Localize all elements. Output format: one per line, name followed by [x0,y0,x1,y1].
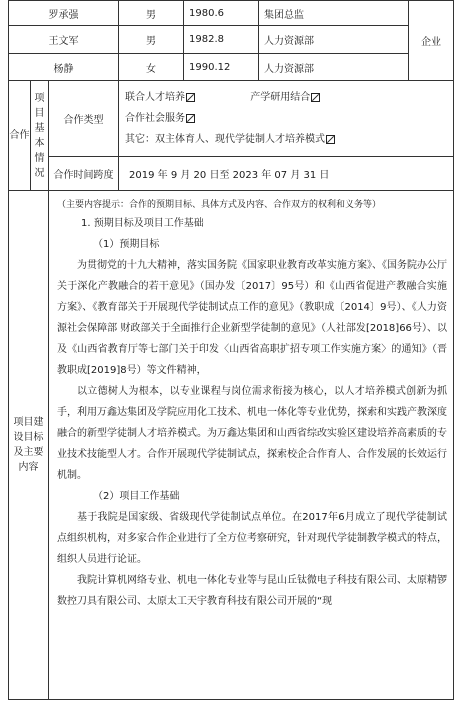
goals-content [49,191,454,700]
staff-gender: 女 [119,54,184,81]
staff-birth: 1990.12 [184,54,259,81]
subheading-work-basis: （2）项目工作基础 [93,491,180,502]
staff-row [9,54,454,81]
staff-position: 集团总监 [259,1,409,26]
staff-birth: 1980.6 [184,1,259,26]
staff-gender: 男 [119,1,184,26]
content-hint: （主要内容提示：合作的预期目标、具体方式及内容、合作双方的权利和义务等） [57,200,382,210]
option-joint-training: 联合人才培养 [125,87,247,108]
staff-name: 杨静 [9,54,119,81]
checked-box-icon [186,93,195,102]
subheading-expected-goals: （1）预期目标 [93,239,160,250]
staff-birth: 1982.8 [184,26,259,54]
paragraph-partners: 我院计算机网络专业、机电一体化专业等与昆山丘钛微电子科技有限公司、太原精锣数控刀具有限公司、太原太工天宇教育科技有限公司开展的“现 [57,575,448,607]
paragraph-work-basis: 基于我院是国家级、省级现代学徒制试点单位。在2017年6月成立了现代学徒制试点组织机构，对多家合作企业进行了全方位考察研究，针对现代学徒制教学模式的特点，组织人员进行论证。 [57,512,448,565]
checked-box-icon [311,93,320,102]
heading-1: 1. 预期目标及项目工作基础 [81,218,204,229]
staff-name: 王文军 [9,26,119,54]
goals-row [9,191,454,700]
cooperation-type-options [119,81,454,157]
cooperation-period-value: 2019 年 9 月 20 日至 2023 年 07 月 31 日 [119,157,454,191]
cooperation-period-label: 合作时间跨度 [49,157,119,191]
staff-position: 人力资源部 [259,54,409,81]
option-industry-research: 产学研用结合 [250,87,320,108]
option-other: 其它：双主体育人、现代学徒制人才培养模式 [125,129,453,150]
section-label-cooperation: 合作 [9,81,31,191]
checked-box-icon [326,135,335,144]
staff-position: 人力资源部 [259,26,409,54]
paragraph-goals: 以立德树人为根本，以专业课程与岗位需求衔接为核心，以人才培养模式创新为抓手，利用万鑫达集团及学院应用化工技术、机电一体化等专业优势，探索和实践产教深度融合的新型学徒制人才培养模式。为万鑫达集团和山西省综改实验区建设培养高素质的专业技术技能型人才。合作开展现代学徒制试点，探索校企合作育人、合作发展的长效运行机制。 [57,386,448,481]
staff-gender: 男 [119,26,184,54]
paragraph-policy-basis: 为贯彻党的十九大精神，落实国务院《国家职业教育改革实施方案》、《国务院办公厅关于深化产教融合的若干意见》（国办发〔2017〕95号）和《山西省促进产教融合实施方案》、《教育部关于开展现代学徒制试点工作的意见》（教职成〔2014〕9号）、《人力资源社会保障部 财政部关于全面推行企业新型学徒制的意见》（人社部发[2018]66号）、以及《山西省教育厅等七部门关于印发〈山西省高职扩招专项工作实施方案〉的通知》（晋教职成[2019]8号）等文件精神， [57,260,448,376]
checked-box-icon [186,114,195,123]
option-social-service: 合作社会服务 [125,108,453,129]
cooperation-type-label: 合作类型 [49,81,119,157]
section-label-project-info: 项目基本情况 [31,81,49,191]
cooperation-project-table [8,0,454,700]
cooperation-period-row [9,157,454,191]
unit-type: 企业 [409,1,454,81]
cooperation-type-row [9,81,454,157]
staff-row [9,26,454,54]
section-label-goals: 项目建设目标及主要内容 [9,191,49,700]
staff-name: 罗承强 [9,1,119,26]
staff-row [9,1,454,26]
